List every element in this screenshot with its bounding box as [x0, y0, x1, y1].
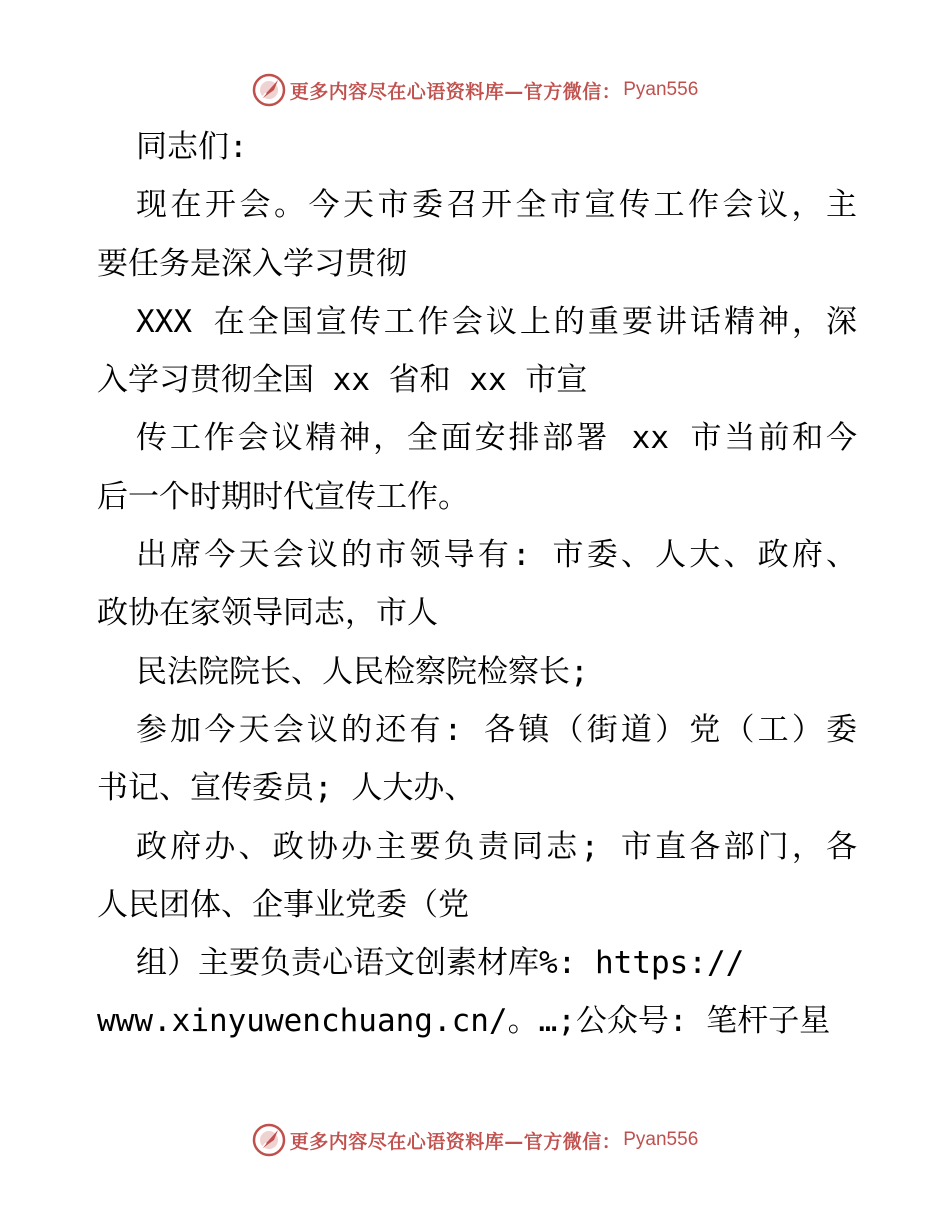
text-line: 传工作会议精神，全面安排部署 xx 市当前和今: [136, 420, 857, 457]
text-line: 政协在家领导同志，市人: [97, 595, 438, 632]
footer-banner: [0, 1120, 950, 1160]
text-line: 参加今天会议的还有: 各镇（街道）党（工）委: [136, 711, 857, 748]
text-line: 要任务是深入学习贯彻: [97, 245, 407, 282]
text-line: www.xinyuwenchuang.cn/。…;公众号: 笔杆子星: [97, 1003, 831, 1040]
text-line: 同志们:: [136, 129, 248, 165]
text-line: 人民团体、企事业党委（党: [97, 886, 469, 923]
header-banner: [0, 70, 950, 110]
quill-logo-icon: [252, 1123, 286, 1157]
quill-logo-icon: [252, 73, 286, 107]
text-line: 民法院院长、人民检察院检察长;: [136, 653, 589, 690]
document-body: [97, 118, 857, 1051]
banner-wechat-id: Pyan556: [623, 1129, 699, 1150]
text-line: 现在开会。今天市委召开全市宣传工作会议，主: [136, 187, 857, 224]
text-line: 出席今天会议的市领导有: 市委、人大、政府、: [136, 537, 857, 574]
text-line: 政府办、政协办主要负责同志; 市直各部门，各: [136, 828, 857, 865]
text-line: 后一个时期时代宣传工作。: [97, 478, 469, 515]
text-line: 组）主要负责心语文创素材库%: https://: [136, 945, 745, 982]
banner-text: 更多内容尽在心语资料库—官方微信：: [289, 80, 622, 103]
text-line: XXX 在全国宣传工作会议上的重要讲话精神，深: [136, 303, 857, 340]
banner-wechat-id: Pyan556: [623, 79, 699, 100]
text-line: 入学习贯彻全国 xx 省和 xx 市宣: [97, 362, 588, 399]
banner-text: 更多内容尽在心语资料库—官方微信：: [289, 1130, 622, 1153]
text-line: 书记、宣传委员; 人大办、: [97, 770, 476, 807]
